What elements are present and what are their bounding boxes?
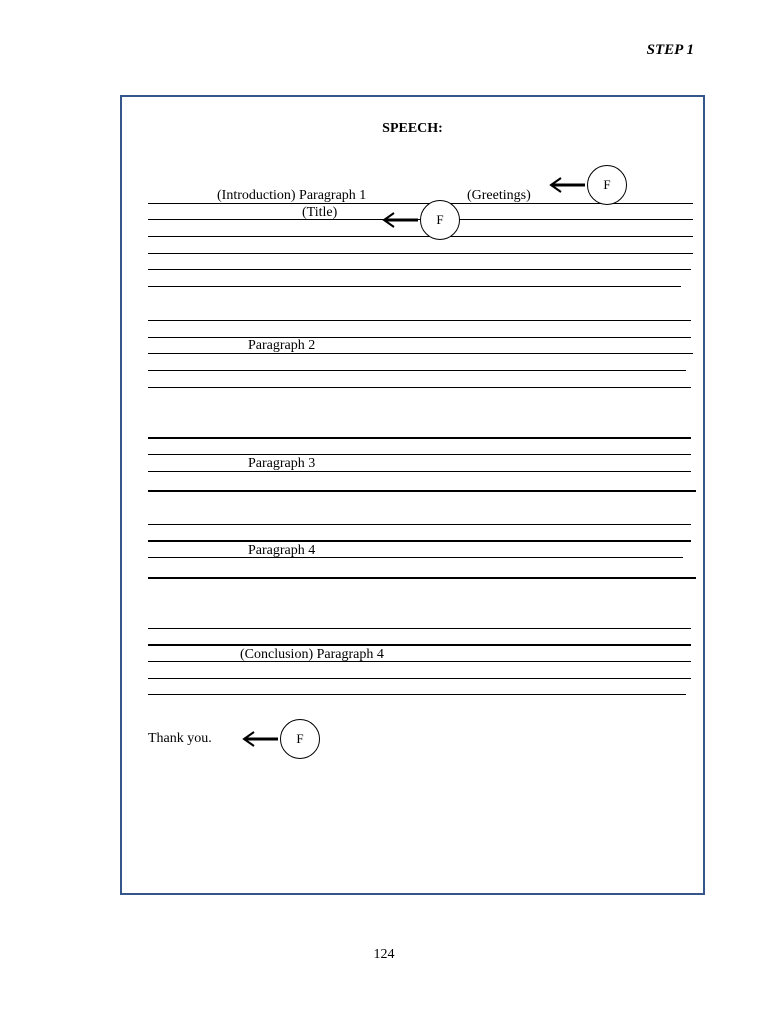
title-feedback-circle: F (420, 200, 460, 240)
left-arrow-icon (547, 175, 587, 195)
writing-line (148, 628, 691, 629)
writing-line (148, 353, 693, 354)
paragraph-3-label: Paragraph 3 (248, 456, 316, 471)
paragraph-2-label: Paragraph 2 (248, 338, 316, 353)
writing-line (148, 286, 681, 287)
title-label: (Title) (302, 205, 338, 220)
left-arrow-icon (240, 729, 280, 749)
writing-line (148, 661, 691, 662)
conclusion-paragraph-label: (Conclusion) Paragraph 4 (240, 647, 384, 662)
left-arrow-icon (380, 210, 420, 230)
page-number: 124 (373, 947, 395, 962)
writing-line (148, 269, 691, 270)
writing-line (148, 524, 691, 525)
speech-title: SPEECH: (382, 121, 443, 136)
writing-line (148, 557, 683, 558)
speech-form-frame (120, 95, 705, 895)
closing-marker (240, 718, 320, 760)
step-label: STEP 1 (646, 42, 694, 58)
writing-line (148, 678, 691, 679)
writing-line (148, 370, 686, 371)
paragraph-4-label: Paragraph 4 (248, 543, 316, 558)
writing-line (148, 337, 691, 338)
closing-text: Thank you. (148, 731, 212, 746)
writing-line (148, 577, 696, 579)
greetings-feedback-circle: F (587, 165, 627, 205)
writing-line (148, 253, 693, 254)
writing-line (148, 454, 691, 455)
writing-line (148, 540, 691, 542)
writing-line (148, 471, 691, 472)
greetings-marker (547, 164, 627, 206)
writing-line (148, 437, 691, 439)
writing-line (148, 644, 691, 646)
writing-line (148, 320, 691, 321)
intro-paragraph-label: (Introduction) Paragraph 1 (217, 188, 367, 203)
writing-line (148, 694, 686, 695)
writing-line (148, 387, 691, 388)
title-marker (380, 199, 460, 241)
closing-feedback-circle: F (280, 719, 320, 759)
writing-line (148, 490, 696, 492)
greetings-label: (Greetings) (467, 188, 531, 203)
